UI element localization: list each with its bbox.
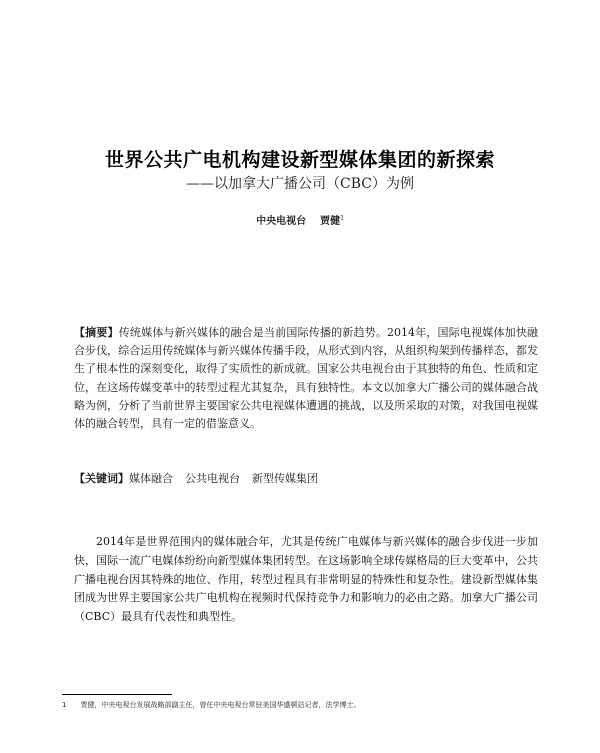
author-line — [0, 212, 600, 227]
footnote-text: 贾健，中央电视台发展战略部副主任，曾任中央电视台常驻美国华盛顿站记者，法学博士。 — [80, 701, 361, 709]
keyword: 公共电视台 — [185, 472, 240, 485]
body-paragraph: 2014年是世界范围内的媒体融合年，尤其是传统广电媒体与新兴媒体的融合步伐进一步加快，国际一流广电媒体纷纷向新型媒体集团转型。在这场影响全球传媒格局的巨大变革中，公共广播电视台因其特殊的地位、作用，转型过程具有非常明显的特殊性和复杂性。建设新型媒体集团成为世界主要国家公共广电机构在视频时代保持竞争力和影响力的必由之路。加拿大广播公司（CBC）最具有代表性和典型性。 — [74, 535, 538, 624]
abstract — [74, 324, 538, 433]
footnote-mark: 1 — [62, 701, 67, 709]
footnote-divider — [62, 694, 172, 695]
keyword: 新型传媒集团 — [252, 472, 318, 485]
paper-title: 世界公共广电机构建设新型媒体集团的新探索 — [104, 149, 495, 171]
keywords — [74, 470, 538, 488]
author-affiliation: 中央电视台 — [256, 216, 307, 227]
keywords-label: 【关键词】 — [74, 472, 129, 485]
keyword: 媒体融合 — [129, 472, 173, 485]
author-name: 贾健 — [320, 216, 341, 227]
paper-subtitle: ——以加拿大广播公司（CBC）为例 — [186, 176, 414, 192]
author-footnote-mark: 1 — [340, 214, 344, 222]
footnote — [62, 700, 542, 710]
abstract-text: 传统媒体与新兴媒体的融合是当前国际传播的新趋势。2014年，国际电视媒体加快融合步伐，综合运用传统媒体与新兴媒体传播手段，从形式到内容，从组织构架到传播样态，都发生了根本性的深刻变化，取得了实质性的新成就。国家公共电视台由于其独特的角色、性质和定位，在这场传媒变革中的转型过程尤其复杂，具有独特性。本文以加拿大广播公司的媒体融合战略为例，分析了当前世界主要国家公共电视媒体遭遇的挑战，以及所采取的对策，对我国电视媒体的融合转型，具有一定的借鉴意义。 — [74, 326, 538, 431]
abstract-label: 【摘要】 — [74, 326, 119, 339]
